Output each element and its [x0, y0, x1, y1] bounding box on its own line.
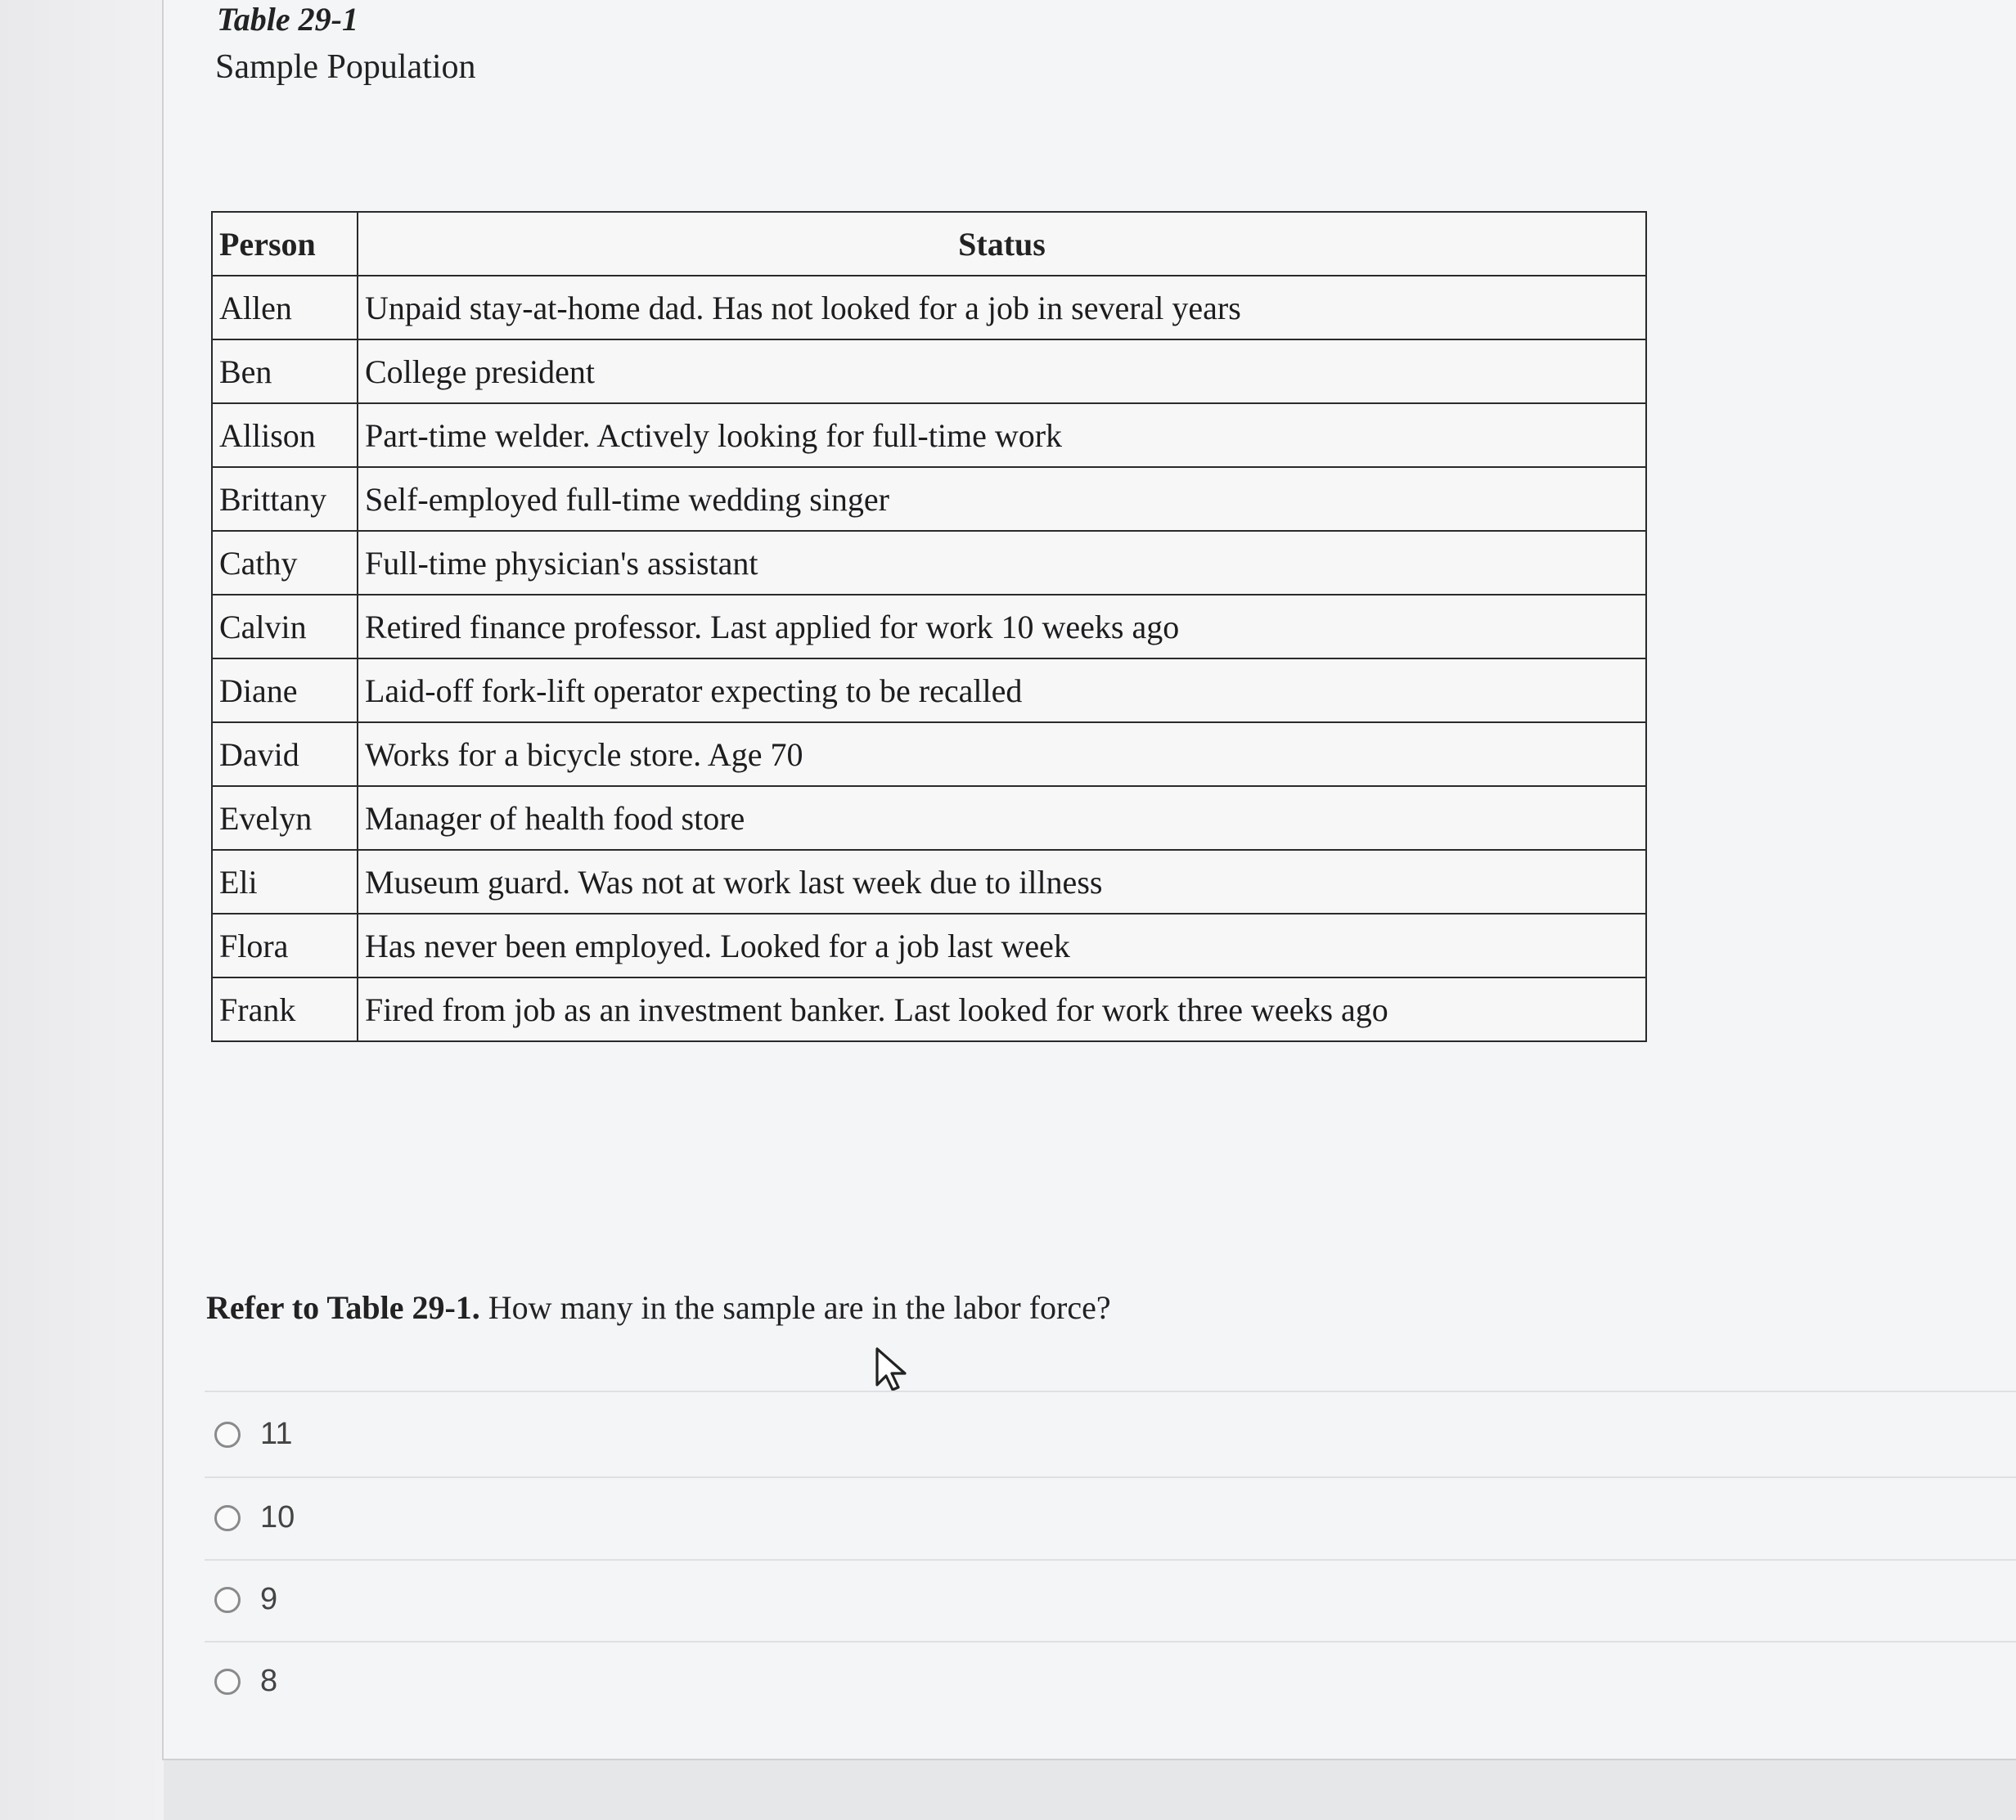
- table-row: [212, 722, 1646, 786]
- table-row: [212, 403, 1646, 467]
- status-cell: Works for a bicycle store. Age 70: [358, 722, 1646, 786]
- question-prompt: [206, 1288, 1111, 1327]
- divider: [205, 1559, 2016, 1561]
- person-cell: Ben: [212, 339, 358, 403]
- radio-button-icon[interactable]: [214, 1669, 241, 1695]
- person-cell: Diane: [212, 658, 358, 722]
- table-row: [212, 595, 1646, 658]
- person-cell: Brittany: [212, 467, 358, 531]
- sample-population-table: [211, 211, 1647, 1042]
- answer-option-label: 8: [260, 1664, 278, 1698]
- table-row: [212, 977, 1646, 1041]
- person-cell: Evelyn: [212, 786, 358, 850]
- answer-option-label: 9: [260, 1582, 278, 1616]
- status-cell: Retired finance professor. Last applied for work 10 weeks ago: [358, 595, 1646, 658]
- radio-button-icon[interactable]: [214, 1587, 241, 1613]
- table-row: [212, 914, 1646, 977]
- status-cell: Manager of health food store: [358, 786, 1646, 850]
- status-cell: Laid-off fork-lift operator expecting to be recalled: [358, 658, 1646, 722]
- person-cell: Calvin: [212, 595, 358, 658]
- person-cell: Allen: [212, 276, 358, 339]
- table-header-row: [212, 212, 1646, 276]
- status-cell: Unpaid stay-at-home dad. Has not looked for a job in several years: [358, 276, 1646, 339]
- status-cell: College president: [358, 339, 1646, 403]
- radio-button-icon[interactable]: [214, 1422, 241, 1448]
- divider: [205, 1391, 2016, 1392]
- status-cell: Part-time welder. Actively looking for full-time work: [358, 403, 1646, 467]
- answer-option-label: 10: [260, 1500, 295, 1535]
- status-cell: Self-employed full-time wedding singer: [358, 467, 1646, 531]
- table-row: [212, 276, 1646, 339]
- answer-option-10[interactable]: [214, 1500, 295, 1535]
- person-cell: Eli: [212, 850, 358, 914]
- divider: [205, 1476, 2016, 1478]
- table-row: [212, 658, 1646, 722]
- answer-option-11[interactable]: [214, 1417, 292, 1452]
- table-label: Table 29-1: [217, 1, 358, 38]
- person-cell: Allison: [212, 403, 358, 467]
- table-row: [212, 786, 1646, 850]
- answer-option-label: 11: [260, 1417, 293, 1451]
- page-gutter: [0, 0, 164, 1820]
- person-cell: Flora: [212, 914, 358, 977]
- radio-button-icon[interactable]: [214, 1505, 241, 1531]
- person-cell: Frank: [212, 977, 358, 1041]
- person-cell: David: [212, 722, 358, 786]
- table-caption: Sample Population: [215, 48, 476, 86]
- table-row: [212, 850, 1646, 914]
- person-cell: Cathy: [212, 531, 358, 595]
- mouse-pointer-icon: [874, 1346, 910, 1395]
- status-cell: Full-time physician's assistant: [358, 531, 1646, 595]
- column-header-person: Person: [212, 212, 358, 276]
- status-cell: Fired from job as an investment banker. Last looked for work three weeks ago: [358, 977, 1646, 1041]
- table-row: [212, 339, 1646, 403]
- status-cell: Museum guard. Was not at work last week due to illness: [358, 850, 1646, 914]
- divider: [205, 1641, 2016, 1642]
- column-header-status: Status: [358, 212, 1646, 276]
- question-reference: Refer to Table 29-1.: [206, 1289, 480, 1326]
- question-text: How many in the sample are in the labor force?: [479, 1289, 1111, 1326]
- answer-option-9[interactable]: [214, 1582, 277, 1617]
- table-row: [212, 531, 1646, 595]
- table-row: [212, 467, 1646, 531]
- status-cell: Has never been employed. Looked for a job last week: [358, 914, 1646, 977]
- answer-option-8[interactable]: [214, 1664, 277, 1699]
